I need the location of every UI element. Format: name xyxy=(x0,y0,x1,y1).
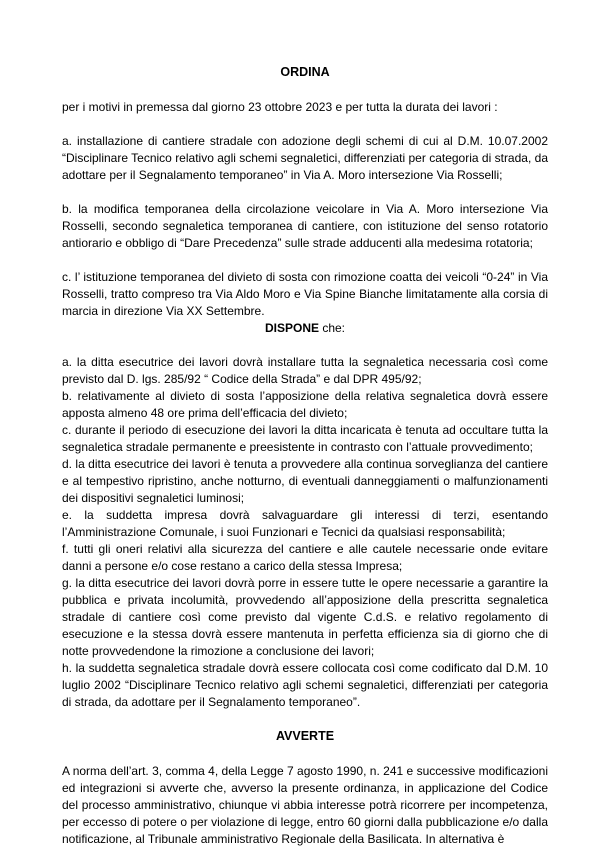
ordina-heading: ORDINA xyxy=(280,65,330,79)
dispone-item-g: g. la ditta esecutrice dei lavori dovrà porre in essere tutte le opere necessarie a garantire la pubblica e privata incolumità, provvedendo all’apposizione della prescritta segnaletica stradale di cantiere così come previsto dal vigente C.d.S. e relativo regolamento di esecuzione e la stessa dovrà essere mantenuta in perfetta efficienza sia di giorno che di notte provvedendone la rimozione a conclusione dei lavori; xyxy=(62,576,548,658)
dispone-item-c: c. durante il periodo di esecuzione dei lavori la ditta incaricata è tenuta ad occultare tutta la segnaletica stradale permanente e preesistente in contrasto con l’attuale provvedimento; xyxy=(62,423,548,454)
dispone-item-h: h. la suddetta segnaletica stradale dovrà essere collocata così come codificato dal D.M. 10 luglio 2002 “Disciplinare Tecnico relativo agli schemi segnaletici, differenziati per categoria di strada, da adottare per il Segnalamento temporaneo”. xyxy=(62,661,548,709)
dispone-item-b: b. relativamente al divieto di sosta l’apposizione della relativa segnaletica dovrà essere apposta almeno 48 ore prima dell’efficacia del divieto; xyxy=(62,389,548,420)
dispone-item-a: a. la ditta esecutrice dei lavori dovrà installare tutta la segnaletica necessaria così come previsto dal D. lgs. 285/92 “ Codice della Strada” e dal DPR 495/92; xyxy=(62,355,548,386)
dispone-item-d: d. la ditta esecutrice dei lavori è tenuta a provvedere alla continua sorveglianza del cantiere e al tempestivo ripristino, anche notturno, di eventuali danneggiamenti o malfunzionamenti dei dispositivi segnaletici luminosi; xyxy=(62,457,548,505)
dispone-keyword: DISPONE xyxy=(264,321,319,335)
document-body xyxy=(62,64,548,848)
ordina-intro: per i motivi in premessa dal giorno 23 ottobre 2023 e per tutta la durata dei lavori : xyxy=(62,100,498,114)
dispone-suffix: che: xyxy=(319,321,346,335)
dispone-item-e: e. la suddetta impresa dovrà salvaguardare gli interessi di terzi, esentando l’Amministrazione Comunale, i suoi Funzionari e Tecnici da qualsiasi responsabilità; xyxy=(62,508,548,539)
dispone-heading xyxy=(62,320,548,337)
ordina-item-c: c. l’ istituzione temporanea del divieto di sosta con rimozione coatta dei veicoli “0-24” in Via Rosselli, tratto compreso tra Via Aldo Moro e Via Spine Bianche limitatamente alla corsia di marcia in direzione Via XX Settembre. xyxy=(62,270,548,318)
ordina-item-a: a. installazione di cantiere stradale con adozione degli schemi di cui al D.M. 10.07.2002 “Disciplinare Tecnico relativo agli schemi segnaletici, differenziati per categoria di strada, da adottare per il Segnalamento temporaneo” in Via A. Moro intersezione Via Rosselli; xyxy=(62,134,548,182)
avverte-text: A norma dell’art. 3, comma 4, della Legge 7 agosto 1990, n. 241 e successive modificazioni ed integrazioni si avverte che, avverso la presente ordinanza, in applicazione del Codice del processo amministrativo, chiunque vi abbia interesse potrà ricorrere per incompetenza, per eccesso di potere o per violazione di legge, entro 60 giorni dalla pubblicazione e/o dalla notificazione, al Tribunale amministrativo Regionale della Basilicata. In alternativa è xyxy=(62,764,548,846)
avverte-heading: AVVERTE xyxy=(275,729,335,743)
dispone-item-f: f. tutti gli oneri relativi alla sicurezza del cantiere e alle cautele necessarie onde evitare danni a persone e/o cose restano a carico della stessa Impresa; xyxy=(62,542,548,573)
ordina-item-b: b. la modifica temporanea della circolazione veicolare in Via A. Moro intersezione Via Rosselli, secondo segnaletica temporanea di cantiere, con istituzione del senso rotatorio antiorario e obbligo di “Dare Precedenza” sulle strade adducenti alla medesima rotatoria; xyxy=(62,202,548,250)
